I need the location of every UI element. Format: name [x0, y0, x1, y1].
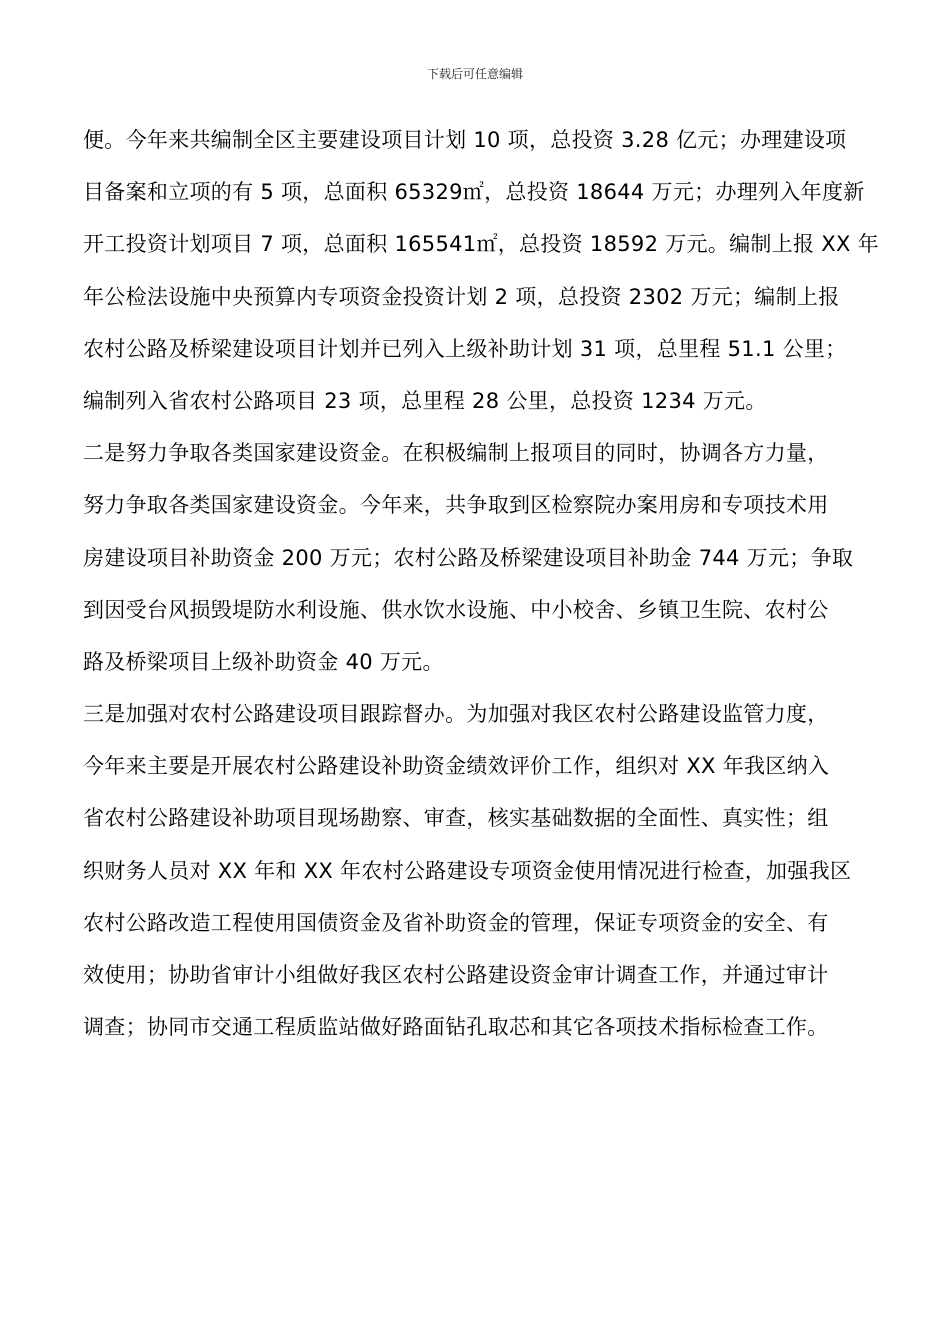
body-line: 今年来主要是开展农村公路建设补助资金绩效评价工作，组织对 XX 年我区纳入: [83, 754, 830, 779]
body-line: 编制列入省农村公路项目 23 项，总里程 28 公里，总投资 1234 万元。: [83, 388, 767, 413]
body-line: 效使用；协助省审计小组做好我区农村公路建设资金审计调查工作，并通过审计: [83, 963, 829, 987]
body-line: 三是加强对农村公路建设项目跟踪督办。为加强对我区农村公路建设监管力度，: [83, 702, 829, 727]
body-line: 到因受台风损毁堤防水利设施、供水饮水设施、中小校舍、乡镇卫生院、农村公: [83, 597, 829, 622]
body-line: 开工投资计划项目 7 项，总面积 165541㎡，总投资 18592 万元。编制上报 XX 年: [83, 232, 879, 257]
body-line: 路及桥梁项目上级补助资金 40 万元。: [83, 649, 444, 674]
body-line: 农村公路改造工程使用国债资金及省补助资金的管理，保证专项资金的安全、有: [83, 910, 829, 935]
body-line: 年公检法设施中央预算内专项资金投资计划 2 项，总投资 2302 万元；编制上报: [83, 284, 840, 309]
body-line: 二是努力争取各类国家建设资金。在积极编制上报项目的同时，协调各方力量，: [83, 441, 829, 466]
body-line: 目备案和立项的有 5 项，总面积 65329㎡，总投资 18644 万元；办理列入年度新: [83, 180, 865, 205]
body-line: 织财务人员对 XX 年和 XX 年农村公路建设专项资金使用情况进行检查，加强我区: [83, 858, 852, 883]
body-line: 便。今年来共编制全区主要建设项目计划 10 项，总投资 3.28 亿元；办理建设项: [83, 128, 847, 152]
page-header: 下载后可任意编辑: [426, 67, 523, 81]
body-line: 房建设项目补助资金 200 万元；农村公路及桥梁建设项目补助金 744 万元；争取: [83, 545, 854, 570]
document-body: [83, 114, 883, 1053]
body-line: 调查；协同市交通工程质监站做好路面钻孔取芯和其它各项技术指标检查工作。: [83, 1015, 829, 1040]
body-line: 省农村公路建设补助项目现场勘察、审查，核实基础数据的全面性、真实性；组: [83, 806, 829, 831]
body-line: 农村公路及桥梁建设项目计划并已列入上级补助计划 31 项，总里程 51.1 公里；: [83, 336, 847, 361]
body-line: 努力争取各类国家建设资金。今年来，共争取到区检察院办案用房和专项技术用: [83, 493, 829, 518]
